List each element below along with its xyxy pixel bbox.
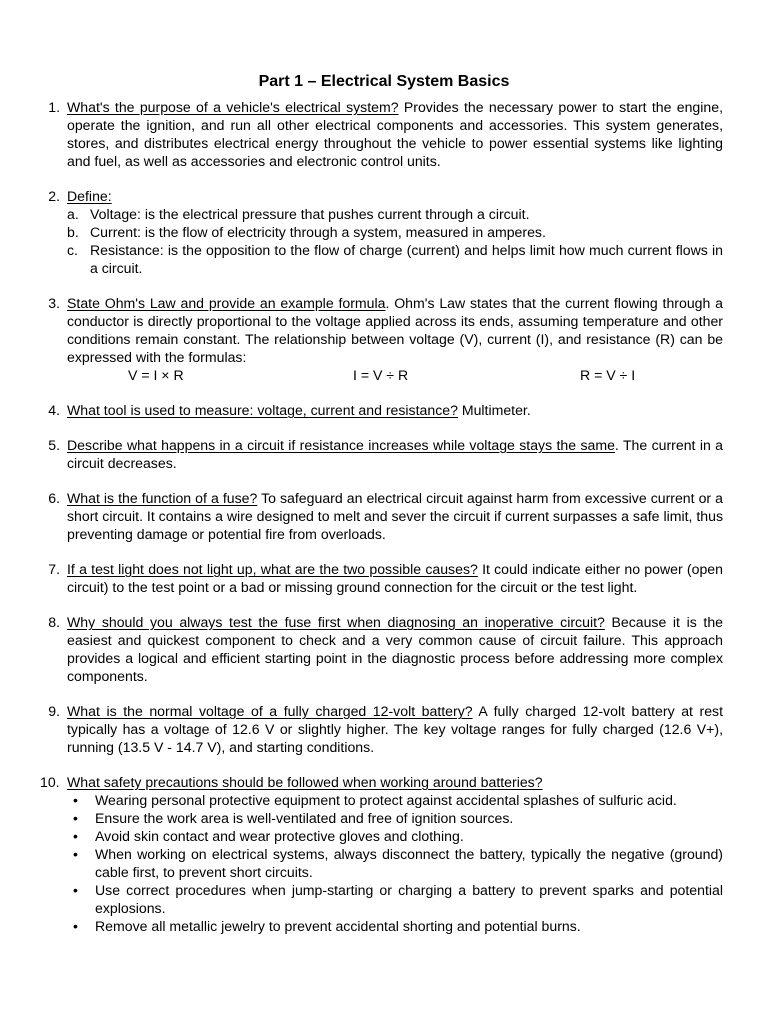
list-item-text: Avoid skin contact and wear protective gloves and clothing. xyxy=(95,828,464,844)
question-number: 1. xyxy=(48,99,60,115)
question-6 xyxy=(40,489,723,543)
answer-text: . The current in a circuit decreases. xyxy=(67,437,723,471)
question-paragraph xyxy=(67,98,723,170)
item-letter: c. xyxy=(67,242,78,258)
question-5 xyxy=(40,436,723,472)
bullet-icon: • xyxy=(73,810,78,826)
question-text: What safety precautions should be followed when working around batteries? xyxy=(67,774,543,790)
formula-row xyxy=(67,366,723,384)
definition-text: Current: is the flow of electricity through a system, measured in amperes. xyxy=(90,224,546,240)
answer-text: To safeguard an electrical circuit against harm from excessive current or a short circuit. It contains a wire designed to melt and sever the circuit if current surpasses a safe limit, thus preventing damage or potential fire from overloads. xyxy=(67,490,723,542)
question-number: 8. xyxy=(48,614,60,630)
question-paragraph xyxy=(67,613,723,685)
question-1 xyxy=(40,98,723,170)
list-item xyxy=(67,917,723,935)
question-3 xyxy=(40,294,723,384)
question-text: State Ohm's Law and provide an example formula xyxy=(67,295,386,311)
question-2 xyxy=(40,187,723,277)
question-paragraph xyxy=(67,702,723,756)
formula-voltage: V = I × R xyxy=(128,367,184,383)
answer-text: It could indicate either no power (open circuit) to the test point or a bad or missing ground connection for the circuit or the test light. xyxy=(67,561,723,595)
question-paragraph xyxy=(67,436,723,472)
item-letter: a. xyxy=(67,206,79,222)
list-item-text: Remove all metallic jewelry to prevent accidental shorting and potential burns. xyxy=(95,918,581,934)
question-text: If a test light does not light up, what are the two possible causes? xyxy=(67,561,478,577)
question-paragraph xyxy=(67,489,723,543)
question-paragraph xyxy=(67,560,723,596)
question-7 xyxy=(40,560,723,596)
page-title: Part 1 – Electrical System Basics xyxy=(258,73,510,90)
list-item xyxy=(67,845,723,881)
answer-text: . Ohm's Law states that the current flowing through a conductor is directly proportional to the voltage applied across its ends, assuming temperature and other conditions remain constant. The relationship between voltage (V), current (I), and resistance (R) can be expressed with the formulas: xyxy=(67,295,723,365)
question-number: 9. xyxy=(48,703,60,719)
bullet-icon: • xyxy=(73,918,78,934)
bullet-icon: • xyxy=(73,846,78,862)
list-item xyxy=(67,881,723,917)
list-item-text: Wearing personal protective equipment to protect against accidental splashes of sulfuric acid. xyxy=(95,792,677,808)
question-paragraph xyxy=(67,401,723,419)
question-text: Define: xyxy=(67,188,112,204)
question-number: 5. xyxy=(48,437,60,453)
answer-text: Provides the necessary power to start the engine, operate the ignition, and run all other electrical components and accessories. This system generates, stores, and distributes electrical energy throughout the vehicle to power essential systems like lighting and fuel, as well as accessories and electronic control units. xyxy=(67,99,723,169)
definition-item-current xyxy=(67,223,723,241)
bullet-icon: • xyxy=(73,882,78,898)
question-number: 3. xyxy=(48,295,60,311)
question-4 xyxy=(40,401,723,419)
definition-list xyxy=(67,205,723,277)
question-10 xyxy=(40,773,723,935)
question-paragraph xyxy=(67,294,723,366)
question-9 xyxy=(40,702,723,756)
definition-item-resistance xyxy=(67,241,723,277)
bullet-icon: • xyxy=(73,792,78,808)
list-item xyxy=(67,809,723,827)
question-paragraph xyxy=(67,773,723,791)
question-text: Why should you always test the fuse first when diagnosing an inoperative circuit? xyxy=(67,614,605,630)
question-list xyxy=(40,98,723,952)
question-text: What is the function of a fuse? xyxy=(67,490,258,506)
question-text: Describe what happens in a circuit if resistance increases while voltage stays the same xyxy=(67,437,615,453)
answer-text: Because it is the easiest and quickest component to check and a very common cause of circuit failure. This approach provides a logical and efficient starting point in the diagnostic process before addressing more complex components. xyxy=(67,614,723,684)
definition-text: Voltage: is the electrical pressure that pushes current through a circuit. xyxy=(90,206,530,222)
answer-text: A fully charged 12-volt battery at rest typically has a voltage of 12.6 V or slightly higher. The key voltage ranges for fully charged (12.6 V+), running (13.5 V - 14.7 V), and starting conditions. xyxy=(67,703,723,755)
question-text: What is the normal voltage of a fully charged 12-volt battery? xyxy=(67,703,473,719)
definition-item-voltage xyxy=(67,205,723,223)
question-number: 7. xyxy=(48,561,60,577)
question-number: 4. xyxy=(48,402,60,418)
list-item-text: When working on electrical systems, always disconnect the battery, typically the negative (ground) cable first, to prevent short circuits. xyxy=(95,846,723,880)
question-text: What's the purpose of a vehicle's electrical system? xyxy=(67,99,399,115)
list-item-text: Use correct procedures when jump-starting or charging a battery to prevent sparks and potential explosions. xyxy=(95,882,723,916)
list-item xyxy=(67,827,723,845)
item-letter: b. xyxy=(67,224,79,240)
question-number: 6. xyxy=(48,490,60,506)
question-text: What tool is used to measure: voltage, current and resistance? xyxy=(67,402,458,418)
list-item-text: Ensure the work area is well-ventilated and free of ignition sources. xyxy=(95,810,514,826)
answer-text: Multimeter. xyxy=(457,402,531,418)
bullet-icon: • xyxy=(73,828,78,844)
question-number: 2. xyxy=(48,188,60,204)
question-number: 10. xyxy=(40,774,60,790)
safety-precautions-list xyxy=(67,791,723,935)
formula-current: I = V ÷ R xyxy=(353,367,409,383)
list-item xyxy=(67,791,723,809)
question-8 xyxy=(40,613,723,685)
question-paragraph xyxy=(67,187,723,205)
definition-text: Resistance: is the opposition to the flow of charge (current) and helps limit how much current flows in a circuit. xyxy=(90,242,723,276)
formula-resistance: R = V ÷ I xyxy=(580,367,636,383)
